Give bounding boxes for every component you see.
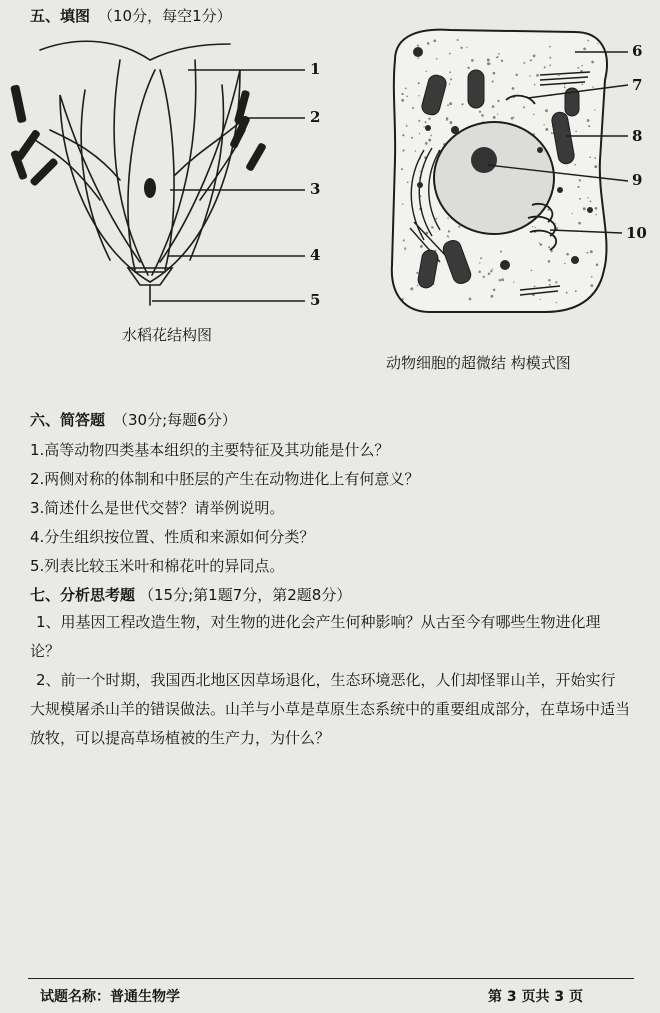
cell-label-9: 9 [632,171,643,189]
section5-note: （10分，每空1分） [98,7,232,25]
section6-question-3: 3.简述什么是世代交替？请举例说明。 [30,499,285,517]
cell-caption: 动物细胞的超微结 构模式图 [386,354,571,372]
cell-label-8: 8 [632,127,643,145]
section7-question-1: 1、用基因工程改造生物，对生物的进化会产生何种影响？从古至今有哪些生物进化理论？ [30,613,601,660]
rice-caption: 水稻花结构图 [122,326,213,344]
rice-label-3: 3 [310,180,321,198]
section7-note: （15分;第1题7分，第2题8分） [139,586,352,604]
cell-label-7: 7 [632,76,643,94]
footer-rule [28,978,634,979]
section6-title: 六、简答题 [30,411,106,429]
section5-title: 五、填图 [30,7,91,25]
footer-page-number: 第 3 页共 3 页 [488,989,583,1005]
section6-heading [30,410,237,430]
cell-label-10: 10 [626,224,647,242]
rice-label-4: 4 [310,246,321,264]
rice-label-5: 5 [310,291,321,309]
section6-note: （30分;每题6分） [113,411,237,429]
section7-heading [30,585,351,605]
section6-question-4: 4.分生组织按位置、性质和来源如何分类？ [30,528,315,546]
cell-label-6: 6 [632,42,643,60]
section7-title: 七、分析思考题 [30,586,136,604]
section7-question-2: 2、前一个时期，我国西北地区因草场退化，生态环境恶化，人们却怪罪山羊，开始实行大规模屠杀山羊的错误做法。山羊与小草是草原生态系统中的重要组成部分，在草场中适当放牧，可以提高草场植被的生产力，为什么？ [30,671,631,747]
rice-label-1: 1 [310,60,321,78]
section6-question-1: 1.高等动物四类基本组织的主要特征及其功能是什么？ [30,441,390,459]
footer-exam-name: 试题名称：普通生物学 [40,989,180,1005]
section6-question-2: 2.两侧对称的体制和中胚层的产生在动物进化上有何意义？ [30,470,420,488]
rice-label-2: 2 [310,108,321,126]
section6-question-5: 5.列表比较玉米叶和棉花叶的异同点。 [30,557,285,575]
